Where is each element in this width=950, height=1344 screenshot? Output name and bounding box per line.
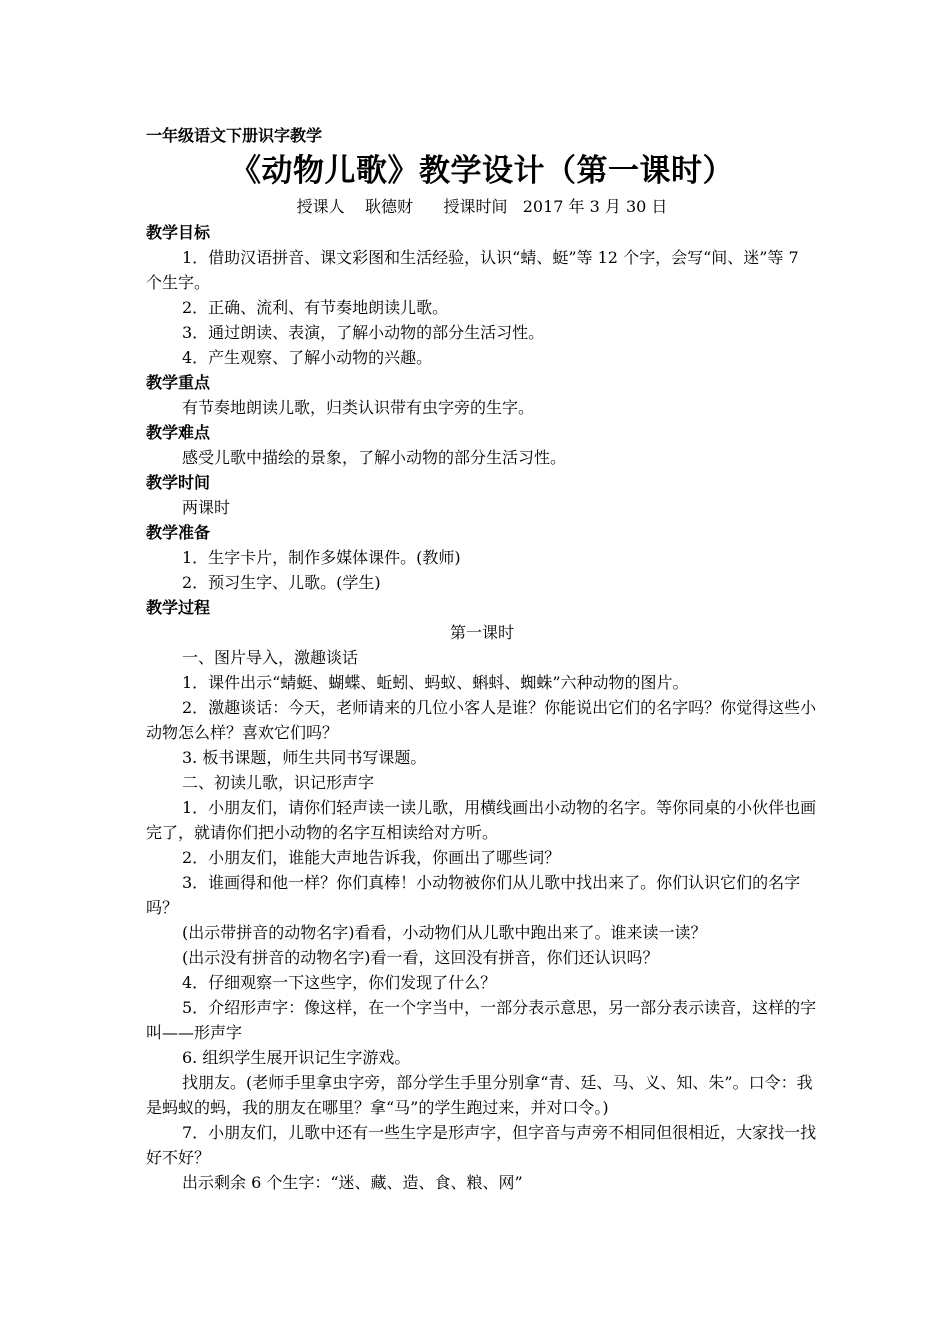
process-item: 4．仔细观察一下这些字，你们发现了什么？ bbox=[182, 973, 497, 992]
focus-text: 有节奏地朗读儿歌，归类认识带有虫字旁的生字。 bbox=[182, 398, 535, 417]
goal-item: 4．产生观察、了解小动物的兴趣。 bbox=[182, 348, 433, 367]
section-title: 一、图片导入，激趣谈话 bbox=[182, 648, 359, 667]
process-item: 6. 组织学生展开识记生字游戏。 bbox=[182, 1048, 411, 1067]
difficulty-heading: 教学难点 bbox=[146, 423, 211, 442]
process-item: 3. 板书课题，师生共同书写课题。 bbox=[182, 748, 427, 767]
process-item: (出示带拼音的动物名字)看看，小动物们从儿歌中跑出来了。谁来读一读？ bbox=[182, 923, 707, 942]
process-item: 出示剩余 6 个生字：“迷、藏、造、食、粮、网” bbox=[182, 1173, 523, 1192]
section-title: 二、初读儿歌，识记形声字 bbox=[182, 773, 375, 792]
process-item: 找朋友。(老师手里拿虫字旁，部分学生手里分别拿“青、廷、马、义、知、朱”。口令：我是蚂蚁的蚂，我的朋友在哪里？拿“马”的学生跑过来，并对口令。) bbox=[146, 1073, 813, 1117]
process-item: 2．小朋友们，谁能大声地告诉我，你画出了哪些词？ bbox=[182, 848, 561, 867]
time-heading: 教学时间 bbox=[146, 473, 211, 492]
focus-heading: 教学重点 bbox=[146, 373, 211, 392]
series-label: 一年级语文下册识字教学 bbox=[146, 126, 323, 145]
prep-item: 2．预习生字、儿歌。(学生) bbox=[182, 573, 381, 592]
process-item: 1．课件出示“蜻蜓、蝴蝶、蚯蚓、蚂蚁、蝌蚪、蜘蛛”六种动物的图片。 bbox=[182, 673, 689, 692]
difficulty-text: 感受儿歌中描绘的景象，了解小动物的部分生活习性。 bbox=[182, 448, 567, 467]
teacher-date-line: 授课人 耿德财 授课时间 2017 年 3 月 30 日 bbox=[296, 197, 668, 216]
document-title: 《动物儿歌》教学设计（第一课时） bbox=[230, 153, 734, 189]
document-body bbox=[146, 124, 818, 1195]
goal-item: 2．正确、流利、有节奏地朗读儿歌。 bbox=[182, 298, 449, 317]
process-item: 5．介绍形声字：像这样，在一个字当中，一部分表示意思，另一部分表示读音，这样的字叫——形声字 bbox=[146, 998, 817, 1042]
goals-heading: 教学目标 bbox=[146, 223, 211, 242]
process-item: 1．小朋友们，请你们轻声读一读儿歌，用横线画出小动物的名字。等你同桌的小伙伴也画完了，就请你们把小动物的名字互相读给对方听。 bbox=[146, 798, 817, 842]
process-heading: 教学过程 bbox=[146, 598, 211, 617]
process-item: 2．激趣谈话：今天，老师请来的几位小客人是谁？你能说出它们的名字吗？你觉得这些小动物怎么样？喜欢它们吗？ bbox=[146, 698, 817, 742]
process-item: 7．小朋友们，儿歌中还有一些生字是形声字，但字音与声旁不相同但很相近，大家找一找好不好？ bbox=[146, 1123, 817, 1167]
time-text: 两课时 bbox=[182, 498, 231, 517]
goal-item: 3．通过朗读、表演，了解小动物的部分生活习性。 bbox=[182, 323, 545, 342]
lesson-label: 第一课时 bbox=[449, 623, 514, 642]
process-item: (出示没有拼音的动物名字)看一看，这回没有拼音，你们还认识吗？ bbox=[182, 948, 659, 967]
goal-item: 1．借助汉语拼音、课文彩图和生活经验，认识“蜻、蜓”等 12 个字，会写“间、迷”等 7 个生字。 bbox=[146, 248, 799, 292]
prep-heading: 教学准备 bbox=[146, 523, 211, 542]
prep-item: 1．生字卡片，制作多媒体课件。(教师) bbox=[182, 548, 461, 567]
process-item: 3．谁画得和他一样？你们真棒！小动物被你们从儿歌中找出来了。你们认识它们的名字吗？ bbox=[146, 873, 801, 917]
